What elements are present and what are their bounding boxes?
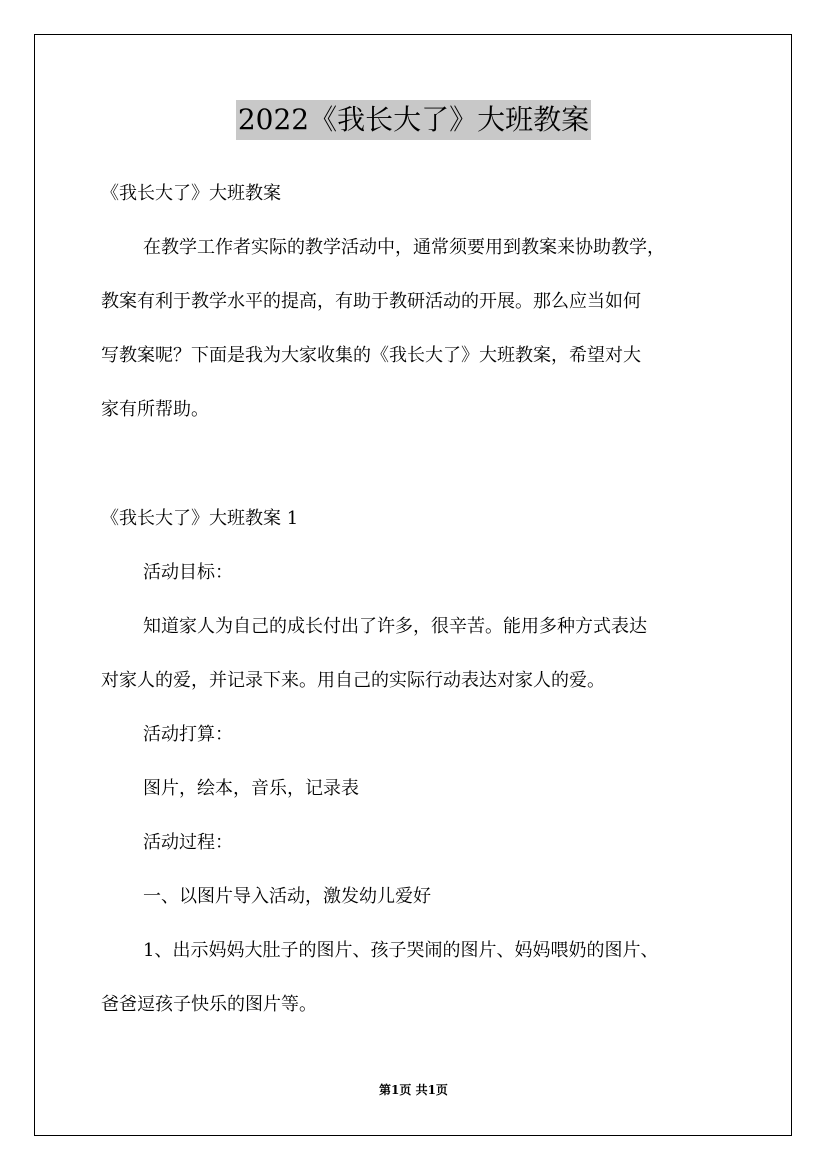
intro-line-4: 家有所帮助。	[101, 399, 209, 420]
section-title: 《我长大了》大班教案 1	[101, 508, 299, 529]
page-number-label: 第1页 共1页	[379, 1083, 448, 1097]
goal-heading: 活动目标：	[143, 562, 233, 583]
prep-text: 图片，绘本，音乐，记录表	[143, 778, 359, 799]
intro-line-1: 在教学工作者实际的教学活动中，通常须要用到教案来协助教学，	[143, 237, 665, 258]
title-container	[0, 100, 827, 140]
step-1-1-line-1: 1、出示妈妈大肚子的图片、孩子哭闹的图片、妈妈喂奶的图片、	[143, 940, 659, 961]
process-heading: 活动过程：	[143, 832, 233, 853]
goal-line-2: 对家人的爱，并记录下来。用自己的实际行动表达对家人的爱。	[101, 670, 605, 691]
intro-line-3: 写教案呢？下面是我为大家收集的《我长大了》大班教案，希望对大	[101, 345, 641, 366]
page-footer	[0, 1082, 827, 1098]
document-subtitle: 《我长大了》大班教案	[101, 183, 281, 204]
goal-line-1: 知道家人为自己的成长付出了许多，很辛苦。能用多种方式表达	[143, 616, 647, 637]
step-1: 一、以图片导入活动，激发幼儿爱好	[143, 886, 431, 907]
prep-heading: 活动打算：	[143, 724, 233, 745]
step-1-1-line-2: 爸爸逗孩子快乐的图片等。	[101, 994, 317, 1015]
intro-line-2: 教案有利于教学水平的提高，有助于教研活动的开展。那么应当如何	[101, 291, 641, 312]
document-title: 2022《我长大了》大班教案	[236, 100, 591, 140]
